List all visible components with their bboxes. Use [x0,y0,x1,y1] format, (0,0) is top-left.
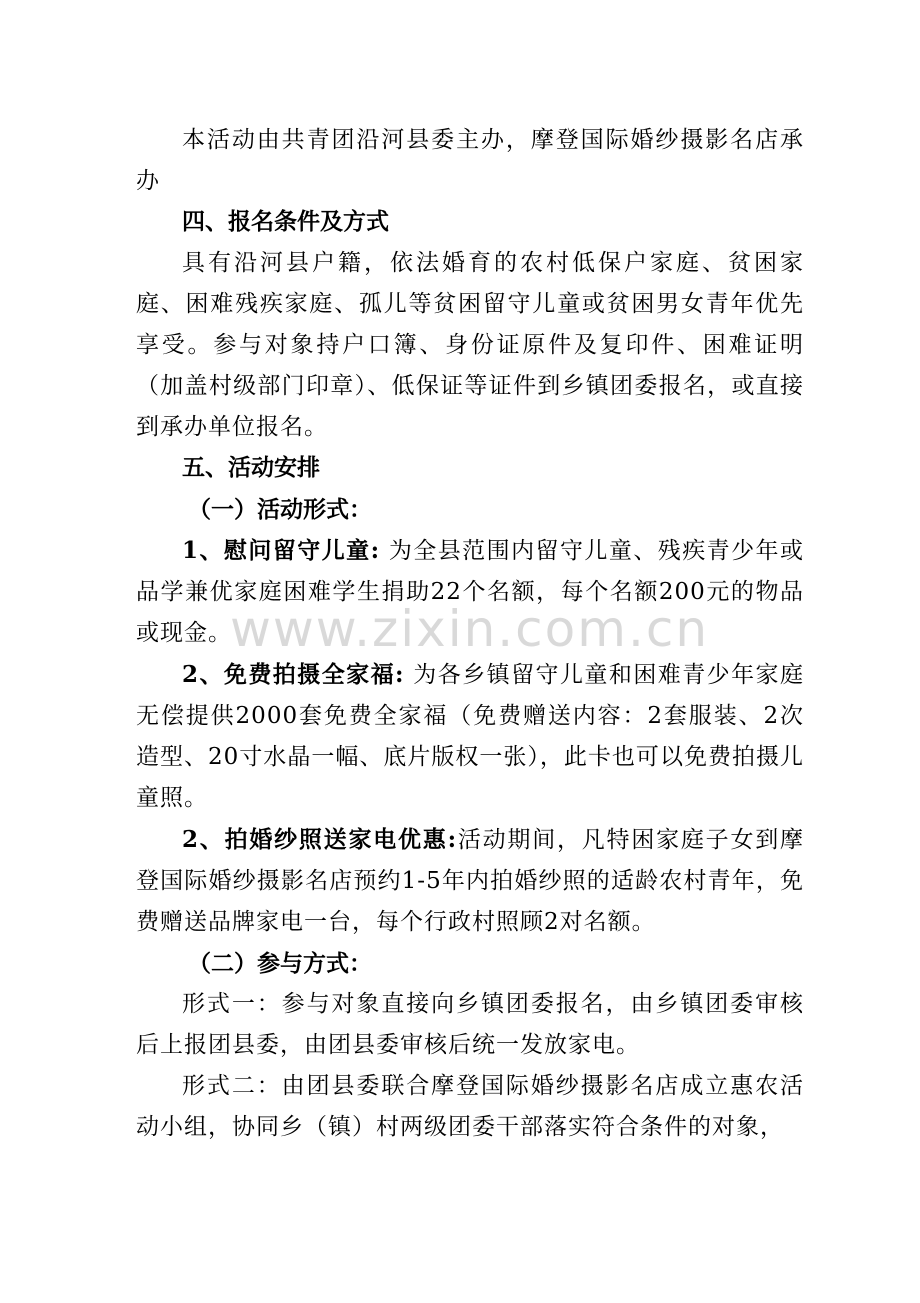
section-4-paragraph: 具有沿河县户籍，依法婚育的农村低保户家庭、贫困家庭、困难残疾家庭、孤儿等贫困留守儿童或贫困男女青年优先享受。参与对象持户口簿、身份证原件及复印件、困难证明（加盖村级部门印章）、低保证等证件到乡镇团委报名，或直接到承办单位报名。 [136,250,804,440]
item-1-lead: 1、慰问留守儿童: [182,537,381,564]
item-3-body: 活动期间，凡特困家庭子女到摩登国际婚纱摄影名店预约1-5年内拍婚纱照的适龄农村青年，免费赠送品牌家电一台，每个行政村照顾2对名额。 [136,827,804,935]
site-watermark: www.zixin.com.cn [230,600,710,658]
document-page [136,120,804,1148]
item-2-paragraph [136,654,804,819]
participation-subheading: （二）参与方式： [188,950,372,977]
item-3-paragraph [136,819,804,943]
section-4-heading: 四、报名条件及方式 [182,209,389,235]
item-2-body: 为各乡镇留守儿童和困难青少年家庭无偿提供2000套免费全家福（免费赠送内容：2套服装、2次造型、20寸水晶一幅、底片版权一张），此卡也可以免费拍摄儿童照。 [136,662,805,811]
item-2-lead: 2、免费拍摄全家福: [182,661,405,688]
form-1-paragraph: 形式一：参与对象直接向乡镇团委报名，由乡镇团委审核后上报团县委，由团县委审核后统一发放家电。 [136,991,804,1058]
organizer-paragraph: 本活动由共青团沿河县委主办，摩登国际婚纱摄影名店承办 [136,127,804,194]
section-5-heading: 五、活动安排 [182,455,320,481]
form-2-paragraph: 形式二：由团县委联合摩登国际婚纱摄影名店成立惠农活动小组，协同乡（镇）村两级团委干部落实符合条件的对象， [136,1073,804,1140]
activity-form-subheading: （一）活动形式： [188,496,372,523]
item-1-paragraph [136,530,804,654]
item-3-lead: 2、拍婚纱照送家电优惠: [182,826,458,853]
item-1-body: 为全县范围内留守儿童、残疾青少年或品学兼优家庭困难学生捐助22个名额，每个名额200元的物品或现金。 [136,538,805,646]
